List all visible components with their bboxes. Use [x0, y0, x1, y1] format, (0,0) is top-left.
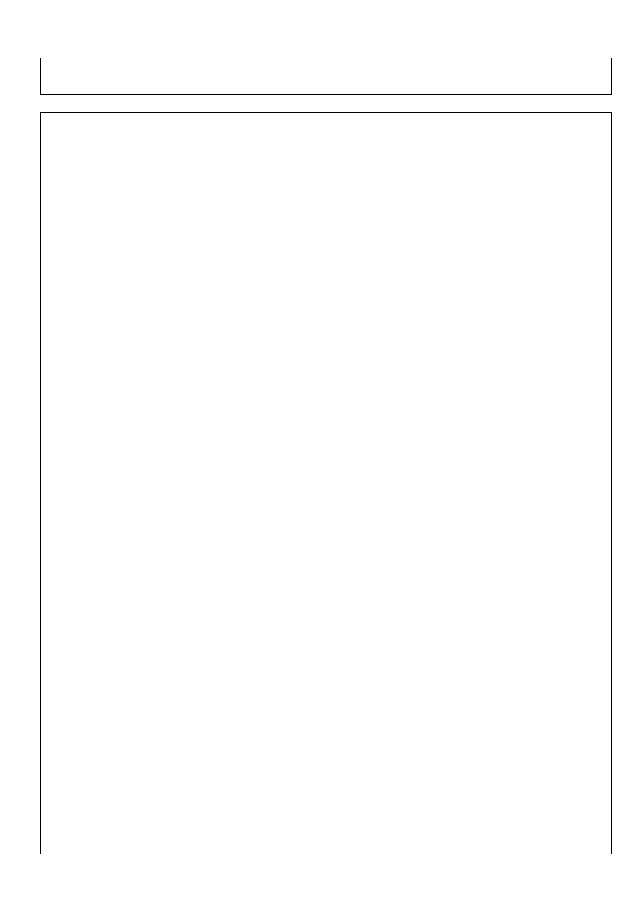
top-coordinates-table [40, 58, 612, 95]
boundary-coordinates-table [40, 112, 612, 854]
section-title [41, 113, 611, 131]
